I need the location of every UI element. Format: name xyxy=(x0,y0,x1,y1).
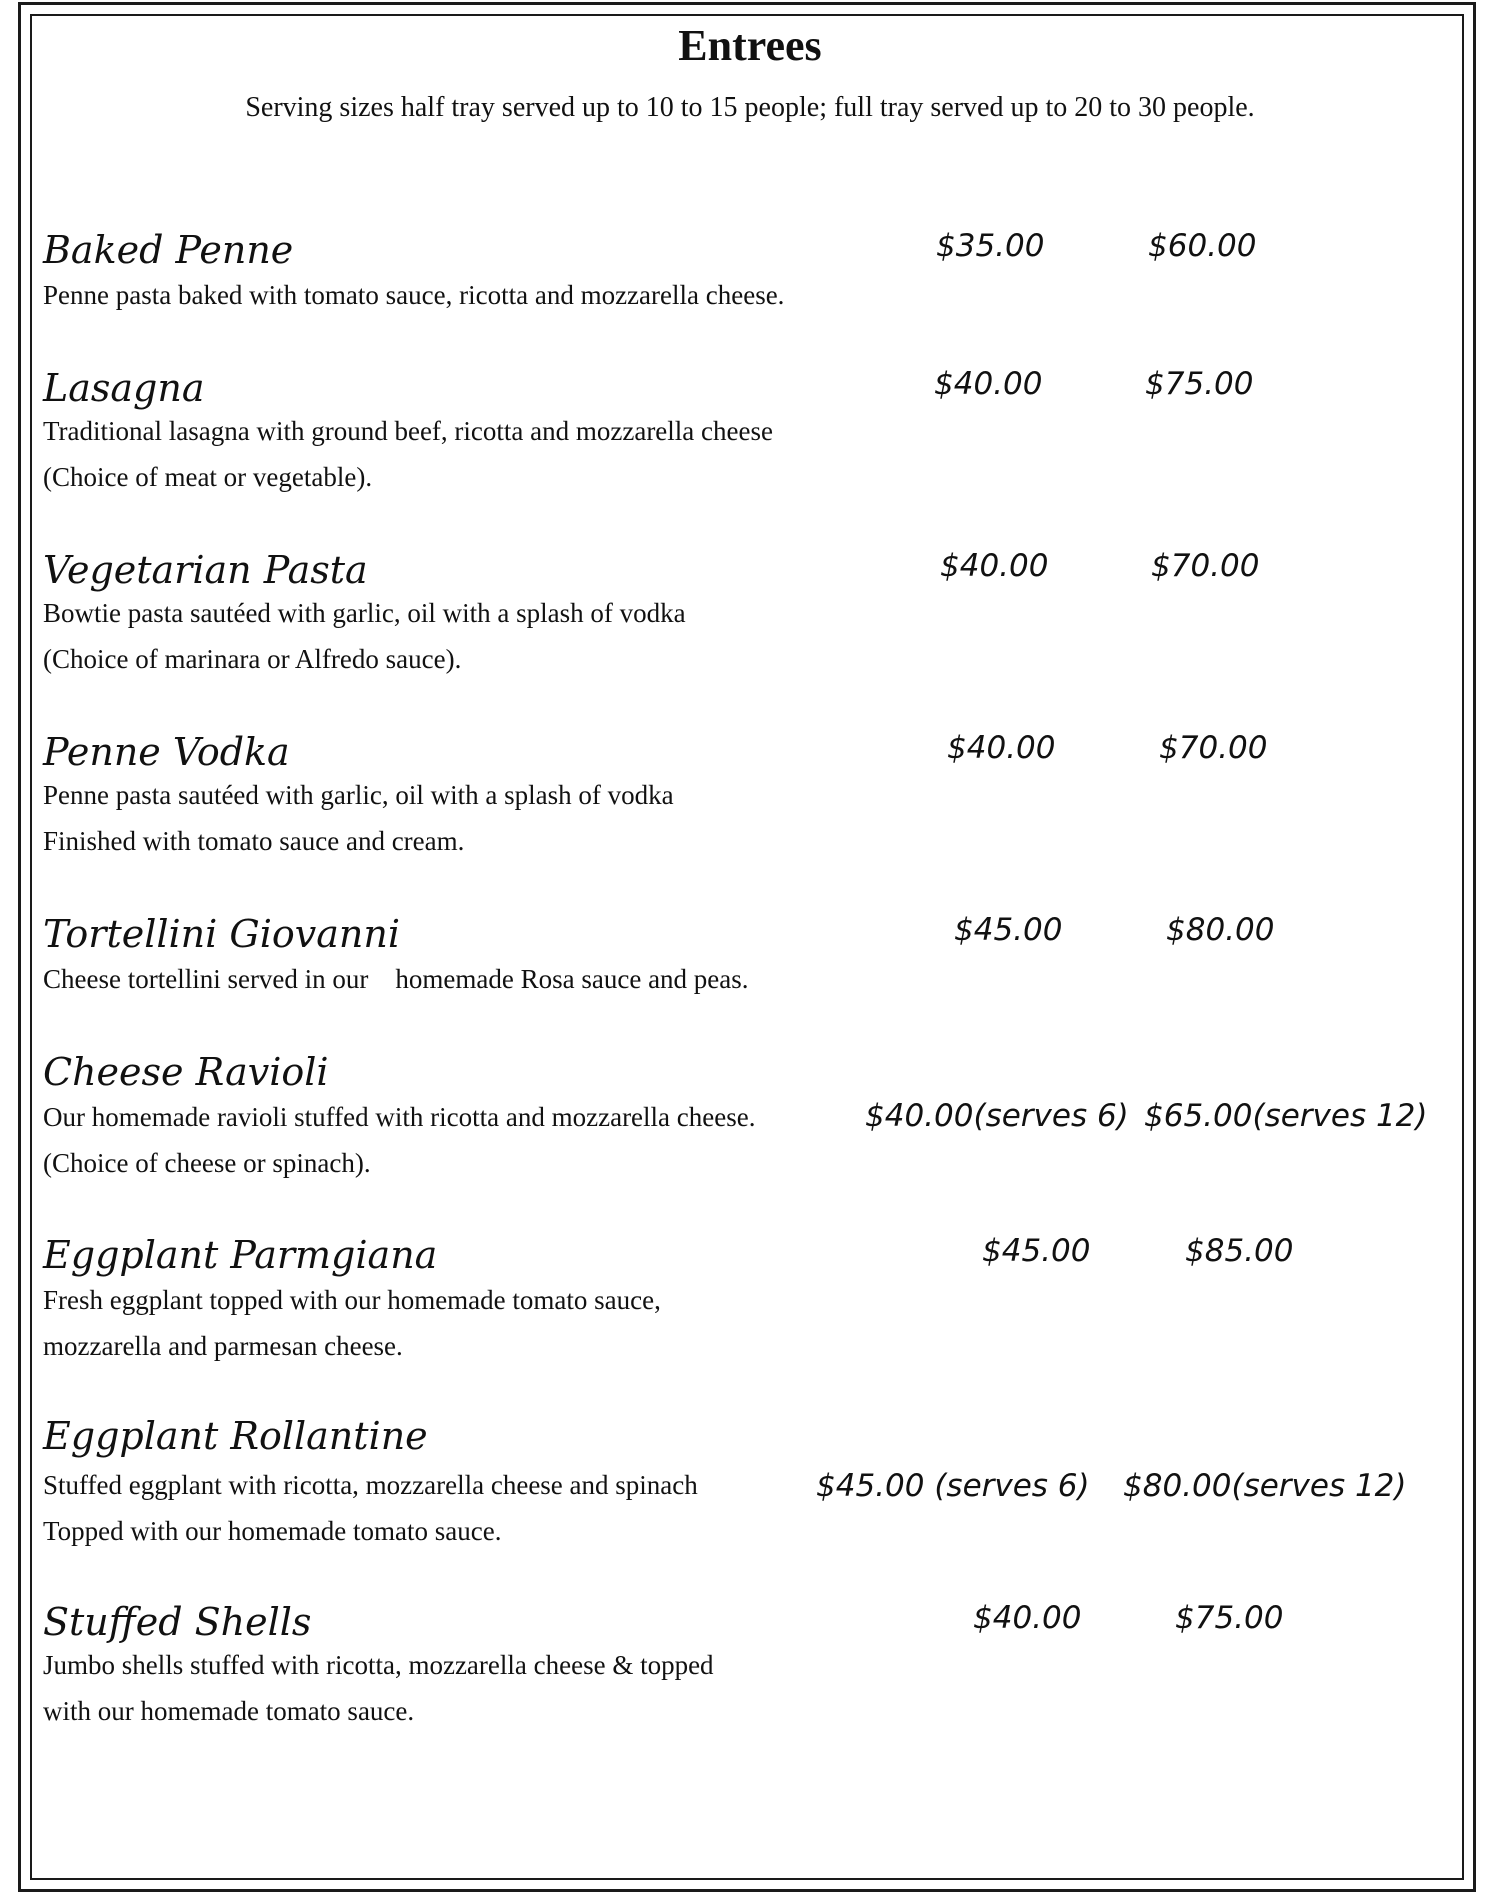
full-tray-price: $75.00 xyxy=(1175,1600,1284,1636)
item-description-line: Finished with tomato sauce and cream. xyxy=(43,826,465,856)
item-description-line: (Choice of meat or vegetable). xyxy=(43,462,373,492)
full-tray-price: $85.00 xyxy=(1185,1233,1294,1269)
item-description-line: with our homemade tomato sauce. xyxy=(43,1696,415,1726)
full-tray-price: $70.00 xyxy=(1159,730,1268,766)
full-tray-price: $75.00 xyxy=(1145,366,1254,402)
half-tray-price: $45.00 xyxy=(954,912,1063,948)
full-tray-price: $80.00(serves 12) xyxy=(1123,1468,1407,1504)
item-description-line: mozzarella and parmesan cheese. xyxy=(43,1331,403,1361)
item-name: Baked Penne xyxy=(43,228,294,272)
item-description-line: Fresh eggplant topped with our homemade tomato sauce, xyxy=(43,1285,661,1315)
full-tray-price: $65.00(serves 12) xyxy=(1144,1098,1428,1134)
item-name: Stuffed Shells xyxy=(43,1600,312,1644)
serving-sizes-note: Serving sizes half tray served up to 10 to 15 people; full tray served up to 20 to 30 people. xyxy=(245,92,1255,123)
full-tray-price: $60.00 xyxy=(1148,228,1257,264)
item-description-line: (Choice of cheese or spinach). xyxy=(43,1148,371,1178)
item-name: Vegetarian Pasta xyxy=(43,548,368,592)
item-name: Tortellini Giovanni xyxy=(43,912,400,956)
half-tray-price: $40.00 xyxy=(940,548,1049,584)
item-name: Lasagna xyxy=(43,366,205,410)
item-description-line: Our homemade ravioli stuffed with ricotta and mozzarella cheese. xyxy=(43,1102,756,1132)
half-tray-price: $45.00 xyxy=(982,1233,1091,1269)
item-description-line: Penne pasta baked with tomato sauce, ricotta and mozzarella cheese. xyxy=(43,280,785,310)
item-description-line: Bowtie pasta sautéed with garlic, oil with a splash of vodka xyxy=(43,598,686,628)
item-description-line: Cheese tortellini served in our homemade Rosa sauce and peas. xyxy=(43,964,749,994)
full-tray-price: $70.00 xyxy=(1151,548,1260,584)
half-tray-price: $40.00 xyxy=(973,1600,1082,1636)
page-title: Entrees xyxy=(678,21,822,70)
half-tray-price: $40.00 xyxy=(947,730,1056,766)
half-tray-price: $40.00 xyxy=(934,366,1043,402)
full-tray-price: $80.00 xyxy=(1166,912,1275,948)
item-name: Cheese Ravioli xyxy=(43,1050,329,1094)
half-tray-price: $40.00(serves 6) xyxy=(865,1098,1129,1134)
item-description-line: Penne pasta sautéed with garlic, oil with a splash of vodka xyxy=(43,780,674,810)
item-name: Eggplant Parmgiana xyxy=(43,1233,438,1277)
half-tray-price: $35.00 xyxy=(936,228,1045,264)
item-description-line: Traditional lasagna with ground beef, ricotta and mozzarella cheese xyxy=(43,416,773,446)
item-description-line: (Choice of marinara or Alfredo sauce). xyxy=(43,644,462,674)
item-description-line: Topped with our homemade tomato sauce. xyxy=(43,1516,502,1546)
item-name: Penne Vodka xyxy=(43,730,290,774)
half-tray-price: $45.00 (serves 6) xyxy=(816,1468,1090,1504)
item-name: Eggplant Rollantine xyxy=(43,1414,428,1458)
item-description-line: Stuffed eggplant with ricotta, mozzarella cheese and spinach xyxy=(43,1470,698,1500)
item-description-line: Jumbo shells stuffed with ricotta, mozzarella cheese & topped xyxy=(43,1650,714,1680)
